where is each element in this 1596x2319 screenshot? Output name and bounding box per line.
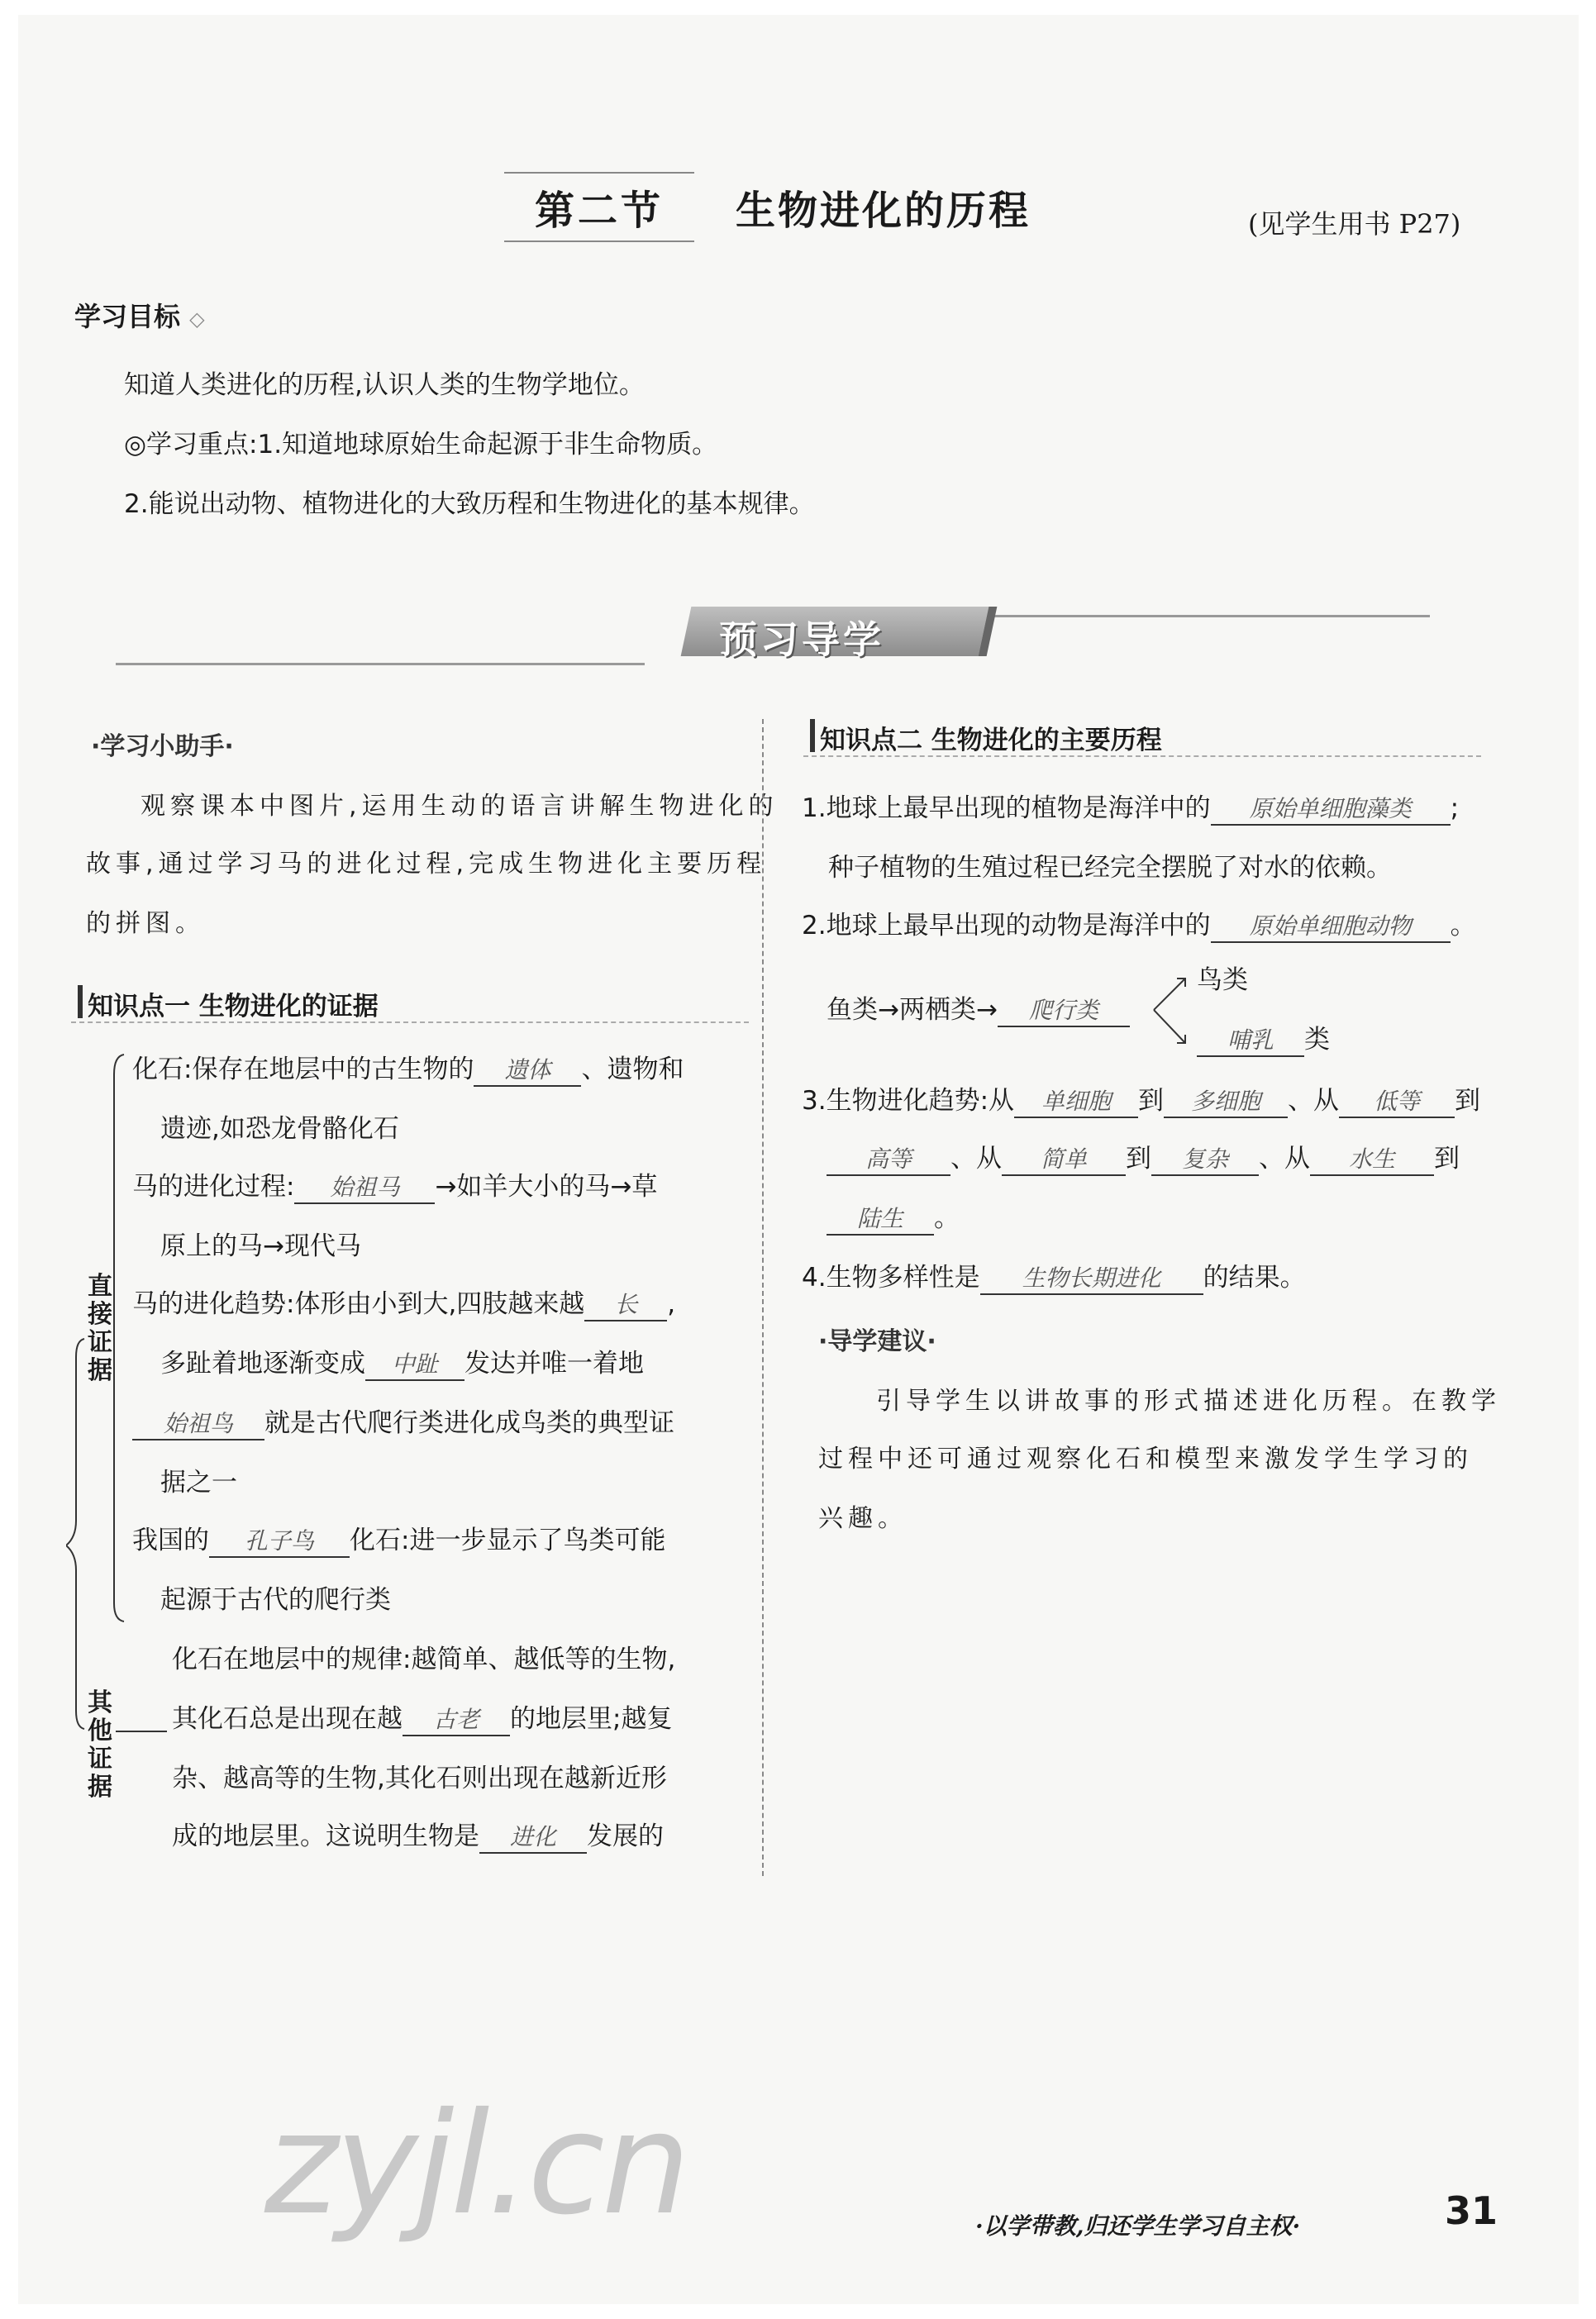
- kp2-bar: [810, 719, 815, 752]
- q3-line-1: 3.生物进化趋势:从 单细胞 到 多细胞 、从 低等 到: [802, 1079, 1480, 1118]
- helper-line-2: 故事,通过学习马的进化过程,完成生物进化主要历程: [86, 850, 767, 879]
- archaeopteryx-line: 始祖鸟 就是古代爬行类进化成鸟类的典型证: [132, 1402, 674, 1440]
- fossil-line: 化石:保存在地层中的古生物的 遗体 、遗物和: [132, 1048, 684, 1087]
- toe-line: 多趾着地逐渐变成 中趾 发达并唯一着地: [160, 1342, 644, 1381]
- other-evidence-connector: [116, 1731, 167, 1732]
- blank-diversity[interactable]: 生物长期进化: [980, 1260, 1203, 1295]
- column-divider: [762, 719, 764, 1876]
- guide-line-3: 兴趣。: [818, 1504, 908, 1533]
- direct-evidence-label: 直接证据: [88, 1272, 112, 1385]
- blank-terrestrial[interactable]: 陆生: [827, 1201, 934, 1236]
- evolution-chain: 鱼类→两栖类→ 爬行类: [827, 988, 1130, 1027]
- blank-trend[interactable]: 长: [584, 1287, 667, 1321]
- fossil-line-2: 遗迹,如恐龙骨骼化石: [160, 1114, 399, 1144]
- strata-law-line-3: 杂、越高等的生物,其化石则出现在越新近形: [172, 1764, 667, 1793]
- kp2-divider: [803, 755, 1481, 757]
- goals-heading: 学习目标 ◇: [74, 301, 205, 332]
- blank-reptile[interactable]: 爬行类: [998, 993, 1130, 1027]
- horse-line-2: 原上的马→现代马: [160, 1231, 361, 1261]
- book-reference: (见学生用书 P27): [1248, 208, 1461, 240]
- strata-law-line-1: 化石在地层中的规律:越简单、越低等的生物,: [172, 1645, 676, 1674]
- horse-line: 马的进化过程: 始祖马 →如羊大小的马→草: [132, 1165, 657, 1204]
- goal-line-2: ◎学习重点:1.知道地球原始生命起源于非生命物质。: [124, 430, 718, 460]
- blank-evolution[interactable]: 进化: [479, 1819, 587, 1854]
- goal-line-1: 知道人类进化的历程,认识人类的生物学地位。: [124, 370, 645, 400]
- blank-lower[interactable]: 低等: [1339, 1083, 1455, 1118]
- q1-line: 1.地球上最早出现的植物是海洋中的 原始单细胞藻类 ;: [802, 787, 1459, 826]
- q3-line-3: 陆生 。: [827, 1197, 960, 1236]
- blank-first-plant[interactable]: 原始单细胞藻类: [1211, 791, 1451, 826]
- blank-first-animal[interactable]: 原始单细胞动物: [1211, 908, 1451, 943]
- evidence-brace: [66, 1050, 141, 1793]
- footer-motto: ·以学带教,归还学生学习自主权·: [975, 2212, 1301, 2240]
- banner-rule-left: [116, 663, 645, 665]
- blank-unicellular[interactable]: 单细胞: [1014, 1083, 1138, 1118]
- section-number: 第二节: [504, 172, 694, 242]
- goal-line-3: 2.能说出动物、植物进化的大致历程和生物进化的基本规律。: [124, 489, 815, 519]
- mammal-line: 哺乳 类: [1197, 1018, 1330, 1057]
- diamond-icon: ◇: [189, 307, 205, 331]
- bird-class: 鸟类: [1197, 965, 1248, 995]
- page-title: 生物进化的历程: [736, 188, 1031, 234]
- blank-mammal[interactable]: 哺乳: [1197, 1022, 1304, 1057]
- banner-title: 预习导学: [719, 617, 884, 662]
- kp1-bar: [78, 985, 83, 1018]
- blank-fossil[interactable]: 遗体: [474, 1052, 581, 1087]
- blank-aquatic[interactable]: 水生: [1310, 1141, 1434, 1176]
- page-number: 31: [1445, 2188, 1498, 2233]
- banner-rule-right: [992, 615, 1430, 617]
- blank-ancient[interactable]: 古老: [403, 1702, 510, 1736]
- branch-arrows: [1149, 967, 1198, 1058]
- guide-heading: ·导学建议·: [818, 1327, 936, 1356]
- blank-higher[interactable]: 高等: [827, 1141, 950, 1176]
- blank-confuciusornis[interactable]: 孔子鸟: [209, 1523, 350, 1558]
- blank-complex[interactable]: 复杂: [1151, 1141, 1259, 1176]
- trend-line: 马的进化趋势:体形由小到大,四肢越来越 长 ,: [132, 1283, 675, 1321]
- strata-law-line-2: 其化石总是出现在越 古老 的地层里;越复: [172, 1698, 672, 1736]
- q2-line: 2.地球上最早出现的动物是海洋中的 原始单细胞动物 。: [802, 904, 1476, 943]
- kp2-heading: 知识点二 生物进化的主要历程: [820, 719, 1162, 756]
- blank-toe[interactable]: 中趾: [365, 1346, 465, 1381]
- strata-law-line-4: 成的地层里。这说明生物是 进化 发展的: [172, 1815, 664, 1854]
- blank-horse[interactable]: 始祖马: [294, 1169, 435, 1204]
- q3-line-2: 高等 、从 简单 到 复杂 、从 水生 到: [827, 1137, 1460, 1176]
- helper-heading: ·学习小助手·: [91, 732, 234, 761]
- blank-archaeopteryx[interactable]: 始祖鸟: [132, 1406, 264, 1440]
- archaeopteryx-line-2: 据之一: [160, 1468, 237, 1498]
- blank-simple[interactable]: 简单: [1002, 1141, 1126, 1176]
- confuciusornis-line-2: 起源于古代的爬行类: [160, 1585, 391, 1615]
- other-evidence-label: 其他证据: [88, 1688, 112, 1802]
- blank-multicellular[interactable]: 多细胞: [1164, 1083, 1288, 1118]
- preview-banner: [116, 605, 1430, 671]
- guide-line-2: 过程中还可通过观察化石和模型来激发学生学习的: [818, 1445, 1473, 1474]
- confuciusornis-line: 我国的 孔子鸟 化石:进一步显示了鸟类可能: [132, 1519, 665, 1558]
- kp1-divider: [71, 1021, 749, 1023]
- q1-line-2: 种子植物的生殖过程已经完全摆脱了对水的依赖。: [828, 853, 1392, 883]
- q4-line: 4.生物多样性是 生物长期进化 的结果。: [802, 1256, 1306, 1295]
- helper-line-1: 观察课本中图片,运用生动的语言讲解生物进化的: [141, 792, 779, 821]
- kp1-heading: 知识点一 生物进化的证据: [88, 985, 379, 1022]
- guide-line-1: 引导学生以讲故事的形式描述进化历程。在教学: [876, 1387, 1501, 1416]
- helper-line-3: 的拼图。: [86, 909, 205, 938]
- watermark: zyjl.cn: [264, 2083, 688, 2246]
